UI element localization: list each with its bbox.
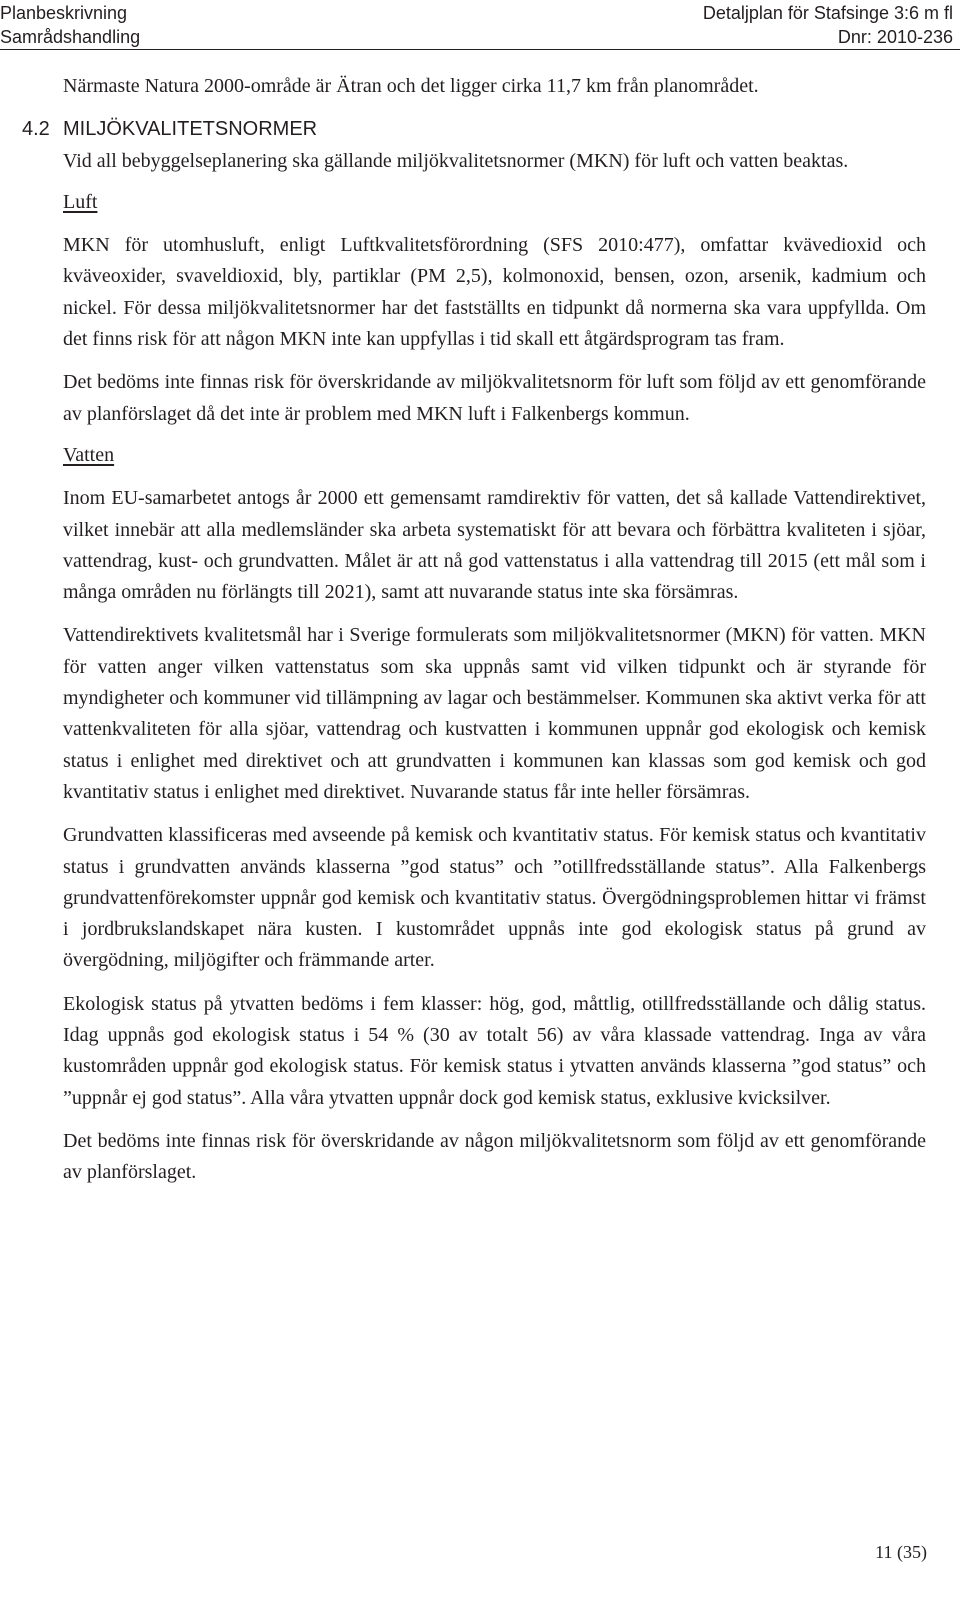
- header-left: [0, 1, 140, 49]
- vatten-paragraph-2: Vattendirektivets kvalitetsmål har i Sverige formulerats som miljökvalitetsnormer (MKN) för vatten. MKN för vatten anger vilken vattenstatus som ska uppnås samt vid vilken tidpunkt och är styrande för myndigheter och kommuner vid tillämpning av lagar och bestämmelser. Kommunen ska aktivt verka för att vattenkvaliteten för alla sjöar, vattendrag och kustvatten i kommunen uppnår god ekologisk och kemisk status i enlighet med direktivet och att grundvatten i kommunen kan klassas som god kemisk och god kvantitativ status i enlighet med direktivet. Nuvarande status får inte heller försämras.: [63, 624, 926, 803]
- luft-paragraph-2: Det bedöms inte finnas risk för överskridande av miljökvalitetsnorm för luft som följd av ett genomförande av planförslaget då det inte är problem med MKN luft i Falkenbergs kommun.: [63, 371, 926, 425]
- document-type: Planbeskrivning: [0, 3, 128, 23]
- luft-paragraph-1: MKN för utomhusluft, enligt Luftkvalitetsförordning (SFS 2010:477), omfattar kvävedioxid och kväveoxider, svaveldioxid, bly, partiklar (PM 2,5), kolmonoxid, bensen, ozon, arsenik, kadmium och nickel. För dessa miljökvalitetsnormer har det fastställts en tidpunkt då normerna ska vara uppfyllda. Om det finns risk för att någon MKN inte kan uppfyllas i tid skall ett åtgärdsprogram tas fram.: [63, 234, 926, 351]
- header-divider: [0, 49, 960, 50]
- page-header: [0, 0, 960, 50]
- vatten-paragraph-5: Det bedöms inte finnas risk för överskridande av någon miljökvalitetsnorm som följd av ett genomförande av planförslaget.: [63, 1129, 926, 1184]
- page-body: [22, 71, 926, 1189]
- vatten-paragraph-4: Ekologisk status på ytvatten bedöms i fem klasser: hög, god, måttlig, otillfredsställande och dålig status. Idag uppnås god ekologisk status i 54 % (30 av totalt 56) av våra klassade vattendrag. Inga av våra kustområden uppnår god ekologisk status. För kemisk status i ytvatten används klasserna ”god status” och ”uppnår ej god status”. Alla våra ytvatten uppnår dock god kemisk status, exklusive kvicksilver.: [63, 992, 926, 1109]
- intro-paragraph: Närmaste Natura 2000-område är Ätran och det ligger cirka 11,7 km från planområdet.: [63, 75, 759, 97]
- section-title: MILJÖKVALITETSNORMER: [63, 118, 318, 141]
- section-number: 4.2: [22, 118, 50, 141]
- header-right: [703, 1, 953, 49]
- section-intro-paragraph: Vid all bebyggelseplanering ska gällande miljökvalitetsnormer (MKN) för luft och vatten beaktas.: [63, 149, 849, 172]
- plan-title: Detaljplan för Stafsinge 3:6 m fl: [702, 3, 953, 23]
- reference-number: Dnr: 2010-236: [837, 27, 953, 47]
- luft-heading: Luft: [63, 190, 98, 213]
- document-stage: Samrådshandling: [0, 27, 141, 47]
- vatten-paragraph-1: Inom EU-samarbetet antogs år 2000 ett gemensamt ramdirektiv för vatten, det så kallade Vattendirektivet, vilket innebär att alla medlemsländer ska arbeta systematiskt för att bevara och förbättra kvaliteten i sjöar, vattendrag, kust- och grundvatten. Målet är att nå god vattenstatus i alla vattendrag till 2015 (ett mål som i många områden nu förlängts till 2021), samt att nuvarande status inte ska försämras.: [63, 487, 926, 604]
- section-heading: [22, 114, 926, 145]
- page-number: 11 (35): [875, 1542, 927, 1562]
- vatten-heading: Vatten: [63, 443, 115, 466]
- vatten-paragraph-3: Grundvatten klassificeras med avseende på kemisk och kvantitativ status. För kemisk status och kvantitativ status i grundvatten används klasserna ”god status” och ”otillfredsställande status”. Alla Falkenbergs grundvattenförekomster uppnår god kemisk och kvantitativ status. Övergödningsproblemen hittar vi främst i jordbrukslandskapet nära kusten. I kustområdet uppnås inte god ekologisk status på grund av övergödning, miljögifter och främmande arter.: [63, 824, 926, 972]
